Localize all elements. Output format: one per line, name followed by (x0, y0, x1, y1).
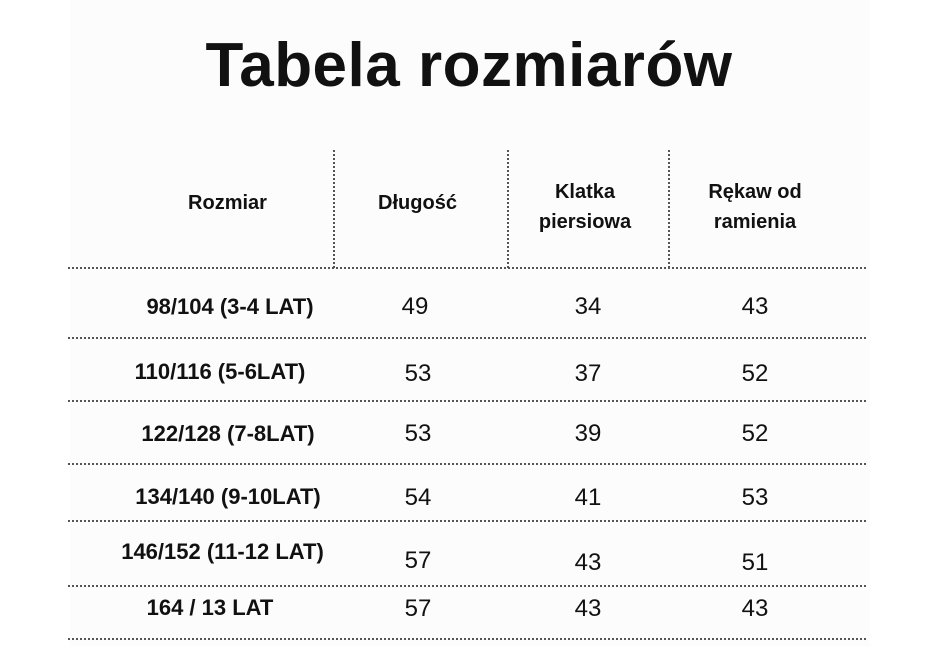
column-divider (507, 150, 509, 268)
row-chest: 41 (574, 484, 602, 511)
row-chest: 34 (574, 293, 602, 320)
row-divider (68, 520, 866, 522)
row-chest: 39 (574, 420, 602, 447)
row-length: 49 (401, 293, 429, 320)
page-title: Tabela rozmiarów (205, 31, 733, 100)
row-size: 134/140 (9-10LAT) (135, 484, 321, 509)
row-divider (68, 267, 866, 269)
row-size: 146/152 (11-12 LAT) (121, 539, 324, 564)
row-length: 57 (404, 547, 432, 574)
header-chest: Klatka piersiowa (538, 181, 632, 233)
row-divider (68, 585, 866, 587)
row-sleeve: 53 (741, 484, 769, 511)
column-divider (333, 150, 335, 268)
row-divider (68, 638, 866, 640)
header-size: Rozmiar (188, 192, 267, 214)
row-sleeve: 43 (741, 595, 769, 622)
row-length: 53 (404, 420, 432, 447)
row-divider (68, 463, 866, 465)
row-size: 110/116 (5-6LAT) (134, 359, 306, 384)
row-length: 57 (404, 595, 432, 622)
row-sleeve: 51 (741, 549, 769, 576)
row-length: 54 (404, 484, 432, 511)
row-length: 53 (404, 360, 432, 387)
row-divider (68, 337, 866, 339)
row-size: 122/128 (7-8LAT) (141, 421, 315, 446)
row-sleeve: 52 (741, 420, 769, 447)
row-chest: 43 (574, 549, 602, 576)
row-sleeve: 52 (741, 360, 769, 387)
column-divider (668, 150, 670, 268)
row-size: 164 / 13 LAT (146, 595, 274, 620)
header-length: Długość (378, 192, 457, 214)
row-divider (68, 400, 866, 402)
row-size: 98/104 (3-4 LAT) (146, 294, 314, 319)
row-chest: 37 (574, 360, 602, 387)
row-sleeve: 43 (741, 293, 769, 320)
header-sleeve: Rękaw od ramienia (708, 181, 802, 233)
row-chest: 43 (574, 595, 602, 622)
